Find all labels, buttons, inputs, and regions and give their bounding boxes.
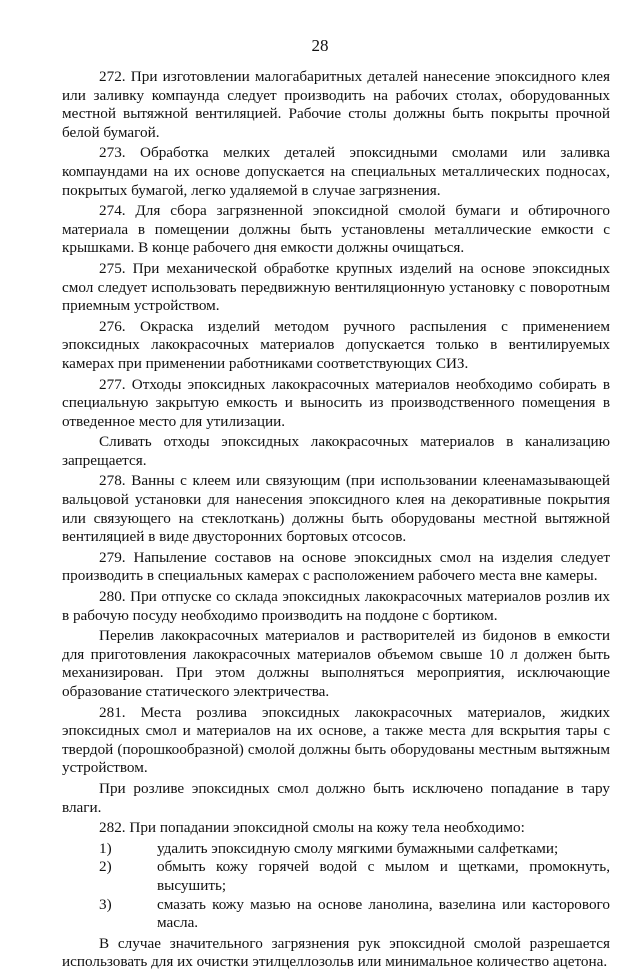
paragraph-274: 274. Для сбора загрязненной эпоксидной смолой бумаги и обтирочного материала в помещении должны быть установлены металлические емкости с крышками. В конце рабочего дня емкости должны очищаться. <box>62 202 610 257</box>
list-item <box>62 896 610 933</box>
list-item-number: 3) <box>99 895 112 913</box>
paragraph-277: 277. Отходы эпоксидных лакокрасочных материалов необходимо собирать в специальную закрытую емкость и выносить из производственного помещения в отведенное место для утилизации. <box>62 375 610 430</box>
paragraph-278: 278. Ванны с клеем или связующим (при использовании клеенамазывающей вальцовой установки для нанесения эпоксидного клея на декоративные покрытия или связующего на стеклоткань) должны быть оборудованы местной вытяжной вентиляцией в виде двусторонних бортовых отсосов. <box>62 472 610 546</box>
paragraph-281-note: При розливе эпоксидных смол должно быть исключено попадание в тару влаги. <box>62 779 610 816</box>
paragraph-275: 275. При механической обработке крупных изделий на основе эпоксидных смол следует использовать передвижную вентиляционную установку с поворотным приемным устройством. <box>62 259 610 315</box>
paragraph-281: 281. Места розлива эпоксидных лакокрасочных материалов, жидких эпоксидных смол и материалов на их основе, а также места для вскрытия тары с твердой (порошкообразной) смолой должны быть оборудованы местным вытяжным устройством. <box>62 703 610 777</box>
list-item-text: удалить эпоксидную смолу мягкими бумажными салфетками; <box>157 839 559 857</box>
document-body <box>62 68 610 974</box>
list-item <box>62 840 610 859</box>
paragraph-final: В случае значительного загрязнения рук эпоксидной смолой разрешается использовать для их очистки этилцеллозольв или минимальное количество ацетона. <box>62 934 610 971</box>
page-number: 28 <box>311 36 329 55</box>
list-item-text: обмыть кожу горячей водой с мылом и щетками, промокнуть, высушить; <box>157 858 610 894</box>
paragraph-277-note: Сливать отходы эпоксидных лакокрасочных материалов в канализацию запрещается. <box>62 433 610 469</box>
paragraph-282: 282. При попадании эпоксидной смолы на кожу тела необходимо: <box>99 819 525 837</box>
paragraph-280: 280. При отпуске со склада эпоксидных лакокрасочных материалов розлив их в рабочую посуду необходимо производить на поддоне с бортиком. <box>62 588 610 624</box>
paragraph-276: 276. Окраска изделий методом ручного распыления с применением эпоксидных лакокрасочных материалов допускается только в вентилируемых камерах при применении работниками соответствующих СИЗ. <box>62 317 610 372</box>
list-item-text: смазать кожу мазью на основе ланолина, вазелина или касторового масла. <box>157 895 610 932</box>
paragraph-280-note: Перелив лакокрасочных материалов и растворителей из бидонов в емкости для приготовления лакокрасочных материалов объемом свыше 10 л должен быть механизирован. При этом должны выполняться мероприятия, исключающие образование статического электричества. <box>62 627 610 700</box>
paragraph-273: 273. Обработка мелких деталей эпоксидными смолами или заливка компаундами на их основе допускается на специальных металлических подносах, покрытых бумагой, легко удаляемой в случае загрязнения. <box>62 144 610 199</box>
paragraph-279: 279. Напыление составов на основе эпоксидных смол на изделия следует производить в специальных камерах с расположением рабочего места вне камеры. <box>62 548 610 585</box>
list-item-number: 1) <box>99 839 112 857</box>
list-item-number: 2) <box>99 858 112 876</box>
paragraph-272: 272. При изготовлении малогабаритных деталей нанесение эпоксидного клея или заливку компаунда следует производить на рабочих столах, оборудованных местной вытяжной вентиляцией. Рабочие столы должны быть покрыты прочной белой бумагой. <box>62 68 610 141</box>
list-item <box>62 858 610 895</box>
